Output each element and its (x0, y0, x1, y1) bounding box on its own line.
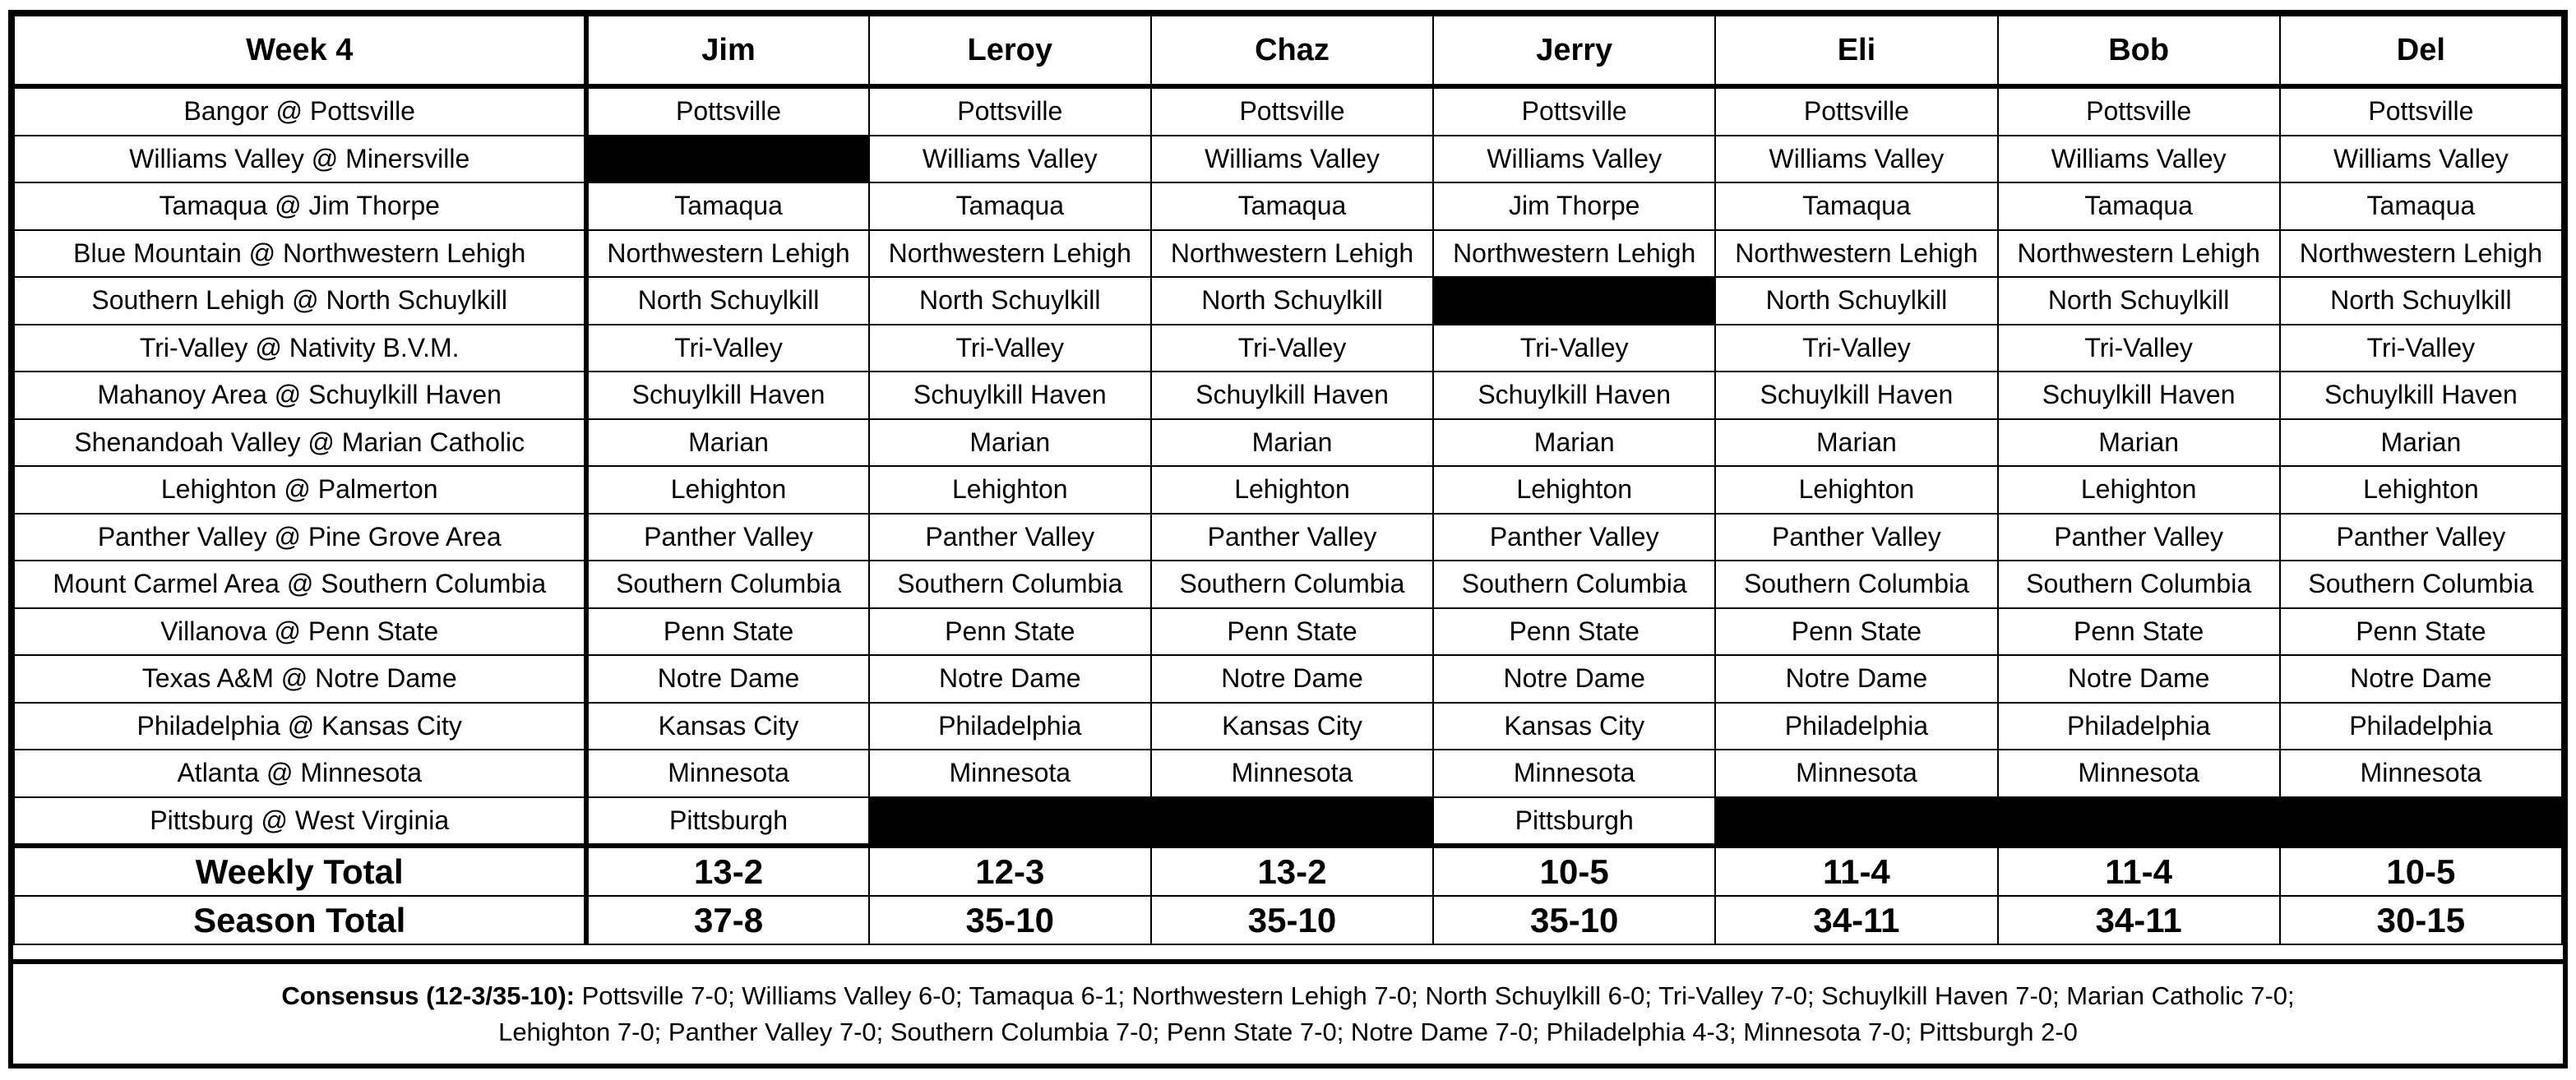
pick-cell: Panther Valley (869, 514, 1151, 561)
pick-cell: Panther Valley (586, 514, 868, 561)
matchup-cell: Williams Valley @ Minersville (14, 136, 586, 183)
pick-cell: Tamaqua (1998, 182, 2280, 230)
pick-cell: Penn State (1998, 608, 2280, 656)
matchup-cell: Pittsburg @ West Virginia (14, 797, 586, 847)
pick-cell: Williams Valley (1151, 136, 1433, 183)
consensus-text: Pottsville 7-0; Williams Valley 6-0; Tamaqua 6-1; Northwestern Lehigh 7-0; North Schuylkill 6-0; Tri-Valley 7-0; Schuylkill Haven 7-0; Marian Catholic 7-0; (581, 981, 2295, 1010)
pick-cell: Southern Columbia (1998, 561, 2280, 608)
pick-cell: Penn State (2280, 608, 2562, 656)
pick-cell: Kansas City (1151, 703, 1433, 750)
pick-cell: Lehighton (1998, 466, 2280, 514)
pick-cell: North Schuylkill (2280, 277, 2562, 325)
matchup-cell: Lehighton @ Palmerton (14, 466, 586, 514)
pick-cell: Marian (1433, 419, 1715, 467)
pick-cell: Penn State (869, 608, 1151, 656)
pick-cell: Penn State (1151, 608, 1433, 656)
pick-cell: Tri-Valley (869, 325, 1151, 372)
weekly-total-value: 12-3 (869, 846, 1151, 896)
pick-cell: Panther Valley (2280, 514, 2562, 561)
pick-cell: North Schuylkill (869, 277, 1151, 325)
pick-cell: Pottsville (2280, 86, 2562, 136)
pick-cell: North Schuylkill (1715, 277, 1997, 325)
pick-cell: Pottsville (1998, 86, 2280, 136)
pick-cell: Jim Thorpe (1433, 182, 1715, 230)
game-row (14, 466, 2562, 514)
picker-name: Leroy (869, 16, 1151, 86)
pick-cell: Northwestern Lehigh (1433, 230, 1715, 278)
matchup-cell: Blue Mountain @ Northwestern Lehigh (14, 230, 586, 278)
pick-cell: Northwestern Lehigh (1998, 230, 2280, 278)
picker-name: Eli (1715, 16, 1997, 86)
pick-cell: Williams Valley (869, 136, 1151, 183)
pick-cell: Panther Valley (1998, 514, 2280, 561)
consensus-label: Consensus (12-3/35-10): (281, 981, 575, 1010)
pick-cell: Marian (1715, 419, 1997, 467)
pick-cell: Notre Dame (869, 655, 1151, 703)
picker-name: Chaz (1151, 16, 1433, 86)
pick-cell: Schuylkill Haven (1715, 372, 1997, 419)
picks-table (13, 15, 2563, 945)
pick-cell: Minnesota (869, 750, 1151, 797)
pick-cell: Tri-Valley (586, 325, 868, 372)
pick-cell: Pottsville (1715, 86, 1997, 136)
season-total-value: 37-8 (586, 896, 868, 944)
pick-cell: Southern Columbia (586, 561, 868, 608)
no-pick-cell (869, 797, 1151, 847)
pick-cell: Northwestern Lehigh (1151, 230, 1433, 278)
matchup-cell: Tri-Valley @ Nativity B.V.M. (14, 325, 586, 372)
game-row (14, 655, 2562, 703)
game-row (14, 182, 2562, 230)
game-row (14, 703, 2562, 750)
pick-cell: Lehighton (586, 466, 868, 514)
picker-name: Jim (586, 16, 868, 86)
pick-cell: Lehighton (1715, 466, 1997, 514)
pick-cell: Lehighton (1151, 466, 1433, 514)
pick-cell: Minnesota (1151, 750, 1433, 797)
matchup-cell: Southern Lehigh @ North Schuylkill (14, 277, 586, 325)
season-total-value: 34-11 (1998, 896, 2280, 944)
pick-cell: Northwestern Lehigh (869, 230, 1151, 278)
pick-cell: Tri-Valley (1998, 325, 2280, 372)
week-label: Week 4 (14, 16, 586, 86)
pick-cell: Williams Valley (2280, 136, 2562, 183)
pick-cell: Tri-Valley (1151, 325, 1433, 372)
no-pick-cell (586, 136, 868, 183)
game-row (14, 750, 2562, 797)
game-row (14, 561, 2562, 608)
pick-cell: Northwestern Lehigh (1715, 230, 1997, 278)
game-row (14, 372, 2562, 419)
pick-cell: Panther Valley (1715, 514, 1997, 561)
pick-cell: Pottsville (869, 86, 1151, 136)
pick-cell: Northwestern Lehigh (586, 230, 868, 278)
pick-cell: Philadelphia (1998, 703, 2280, 750)
weekly-total-value: 11-4 (1715, 846, 1997, 896)
pick-cell: Tri-Valley (2280, 325, 2562, 372)
no-pick-cell (1998, 797, 2280, 847)
pick-cell: Kansas City (586, 703, 868, 750)
pick-cell: Lehighton (2280, 466, 2562, 514)
pick-cell: Northwestern Lehigh (2280, 230, 2562, 278)
pick-cell: Williams Valley (1998, 136, 2280, 183)
matchup-cell: Mount Carmel Area @ Southern Columbia (14, 561, 586, 608)
season-total-value: 34-11 (1715, 896, 1997, 944)
pick-cell: Notre Dame (1151, 655, 1433, 703)
pick-cell: Schuylkill Haven (586, 372, 868, 419)
pick-cell: Penn State (1433, 608, 1715, 656)
pick-cell: Marian (869, 419, 1151, 467)
game-row (14, 86, 2562, 136)
pick-cell: Tamaqua (1715, 182, 1997, 230)
picks-sheet (8, 10, 2568, 1068)
pick-cell: Southern Columbia (1151, 561, 1433, 608)
pick-cell: Philadelphia (869, 703, 1151, 750)
weekly-total-value: 13-2 (1151, 846, 1433, 896)
pick-cell: Southern Columbia (2280, 561, 2562, 608)
pick-cell: Notre Dame (1998, 655, 2280, 703)
season-total-value: 35-10 (1433, 896, 1715, 944)
pick-cell: Marian (1151, 419, 1433, 467)
matchup-cell: Villanova @ Penn State (14, 608, 586, 656)
weekly-total-value: 13-2 (586, 846, 868, 896)
pick-cell: Minnesota (2280, 750, 2562, 797)
weekly-total-row (14, 846, 2562, 896)
pick-cell: Pottsville (1433, 86, 1715, 136)
pick-cell: Minnesota (1433, 750, 1715, 797)
pick-cell: Schuylkill Haven (2280, 372, 2562, 419)
consensus-line-2: Lehighton 7-0; Panther Valley 7-0; Southern Columbia 7-0; Penn State 7-0; Notre Dame 7-0; Philadelphia 4-3; Minnesota 7-0; Pittsburgh 2-0 (498, 1017, 2078, 1046)
weekly-total-value: 10-5 (1433, 846, 1715, 896)
pick-cell: Tri-Valley (1715, 325, 1997, 372)
pick-cell: Pottsville (1151, 86, 1433, 136)
season-total-value: 30-15 (2280, 896, 2562, 944)
pick-cell: Notre Dame (1433, 655, 1715, 703)
matchup-cell: Philadelphia @ Kansas City (14, 703, 586, 750)
pick-cell: Schuylkill Haven (1151, 372, 1433, 419)
pick-cell: Panther Valley (1433, 514, 1715, 561)
pick-cell: Tamaqua (2280, 182, 2562, 230)
pick-cell: Marian (1998, 419, 2280, 467)
pick-cell: Minnesota (1998, 750, 2280, 797)
season-total-label: Season Total (14, 896, 586, 944)
no-pick-cell (1715, 797, 1997, 847)
matchup-cell: Tamaqua @ Jim Thorpe (14, 182, 586, 230)
pick-cell: North Schuylkill (586, 277, 868, 325)
pick-cell: Tamaqua (1151, 182, 1433, 230)
game-row (14, 277, 2562, 325)
matchup-cell: Mahanoy Area @ Schuylkill Haven (14, 372, 586, 419)
no-pick-cell (2280, 797, 2562, 847)
game-row (14, 797, 2562, 847)
picker-name: Del (2280, 16, 2562, 86)
pick-cell: Lehighton (1433, 466, 1715, 514)
pick-cell: Williams Valley (1715, 136, 1997, 183)
no-pick-cell (1151, 797, 1433, 847)
season-total-value: 35-10 (1151, 896, 1433, 944)
pick-cell: Schuylkill Haven (1433, 372, 1715, 419)
pick-cell: Schuylkill Haven (869, 372, 1151, 419)
pick-cell: Penn State (1715, 608, 1997, 656)
game-row (14, 230, 2562, 278)
game-row (14, 419, 2562, 467)
weekly-total-label: Weekly Total (14, 846, 586, 896)
pick-cell: Marian (586, 419, 868, 467)
pick-cell: Tamaqua (586, 182, 868, 230)
pick-cell: Notre Dame (2280, 655, 2562, 703)
no-pick-cell (1433, 277, 1715, 325)
pick-cell: North Schuylkill (1998, 277, 2280, 325)
game-row (14, 514, 2562, 561)
matchup-cell: Atlanta @ Minnesota (14, 750, 586, 797)
season-total-row (14, 896, 2562, 944)
pick-cell: Penn State (586, 608, 868, 656)
pick-cell: Marian (2280, 419, 2562, 467)
pick-cell: Notre Dame (586, 655, 868, 703)
pick-cell: Philadelphia (1715, 703, 1997, 750)
pick-cell: Schuylkill Haven (1998, 372, 2280, 419)
pick-cell: Pottsville (586, 86, 868, 136)
game-row (14, 608, 2562, 656)
weekly-total-value: 11-4 (1998, 846, 2280, 896)
pick-cell: North Schuylkill (1151, 277, 1433, 325)
pick-cell: Kansas City (1433, 703, 1715, 750)
pick-cell: Philadelphia (2280, 703, 2562, 750)
game-row (14, 136, 2562, 183)
consensus-line-1 (281, 978, 2294, 1014)
pick-cell: Tamaqua (869, 182, 1151, 230)
pick-cell: Minnesota (1715, 750, 1997, 797)
matchup-cell: Texas A&M @ Notre Dame (14, 655, 586, 703)
pick-cell: Minnesota (586, 750, 868, 797)
header-row (14, 16, 2562, 86)
game-row (14, 325, 2562, 372)
consensus-footer (13, 959, 2563, 1064)
matchup-cell: Shenandoah Valley @ Marian Catholic (14, 419, 586, 467)
pick-cell: Southern Columbia (1715, 561, 1997, 608)
pick-cell: Panther Valley (1151, 514, 1433, 561)
picker-name: Bob (1998, 16, 2280, 86)
picker-name: Jerry (1433, 16, 1715, 86)
matchup-cell: Bangor @ Pottsville (14, 86, 586, 136)
pick-cell: Notre Dame (1715, 655, 1997, 703)
pick-cell: Pittsburgh (1433, 797, 1715, 847)
weekly-total-value: 10-5 (2280, 846, 2562, 896)
pick-cell: Southern Columbia (1433, 561, 1715, 608)
pick-cell: Pittsburgh (586, 797, 868, 847)
pick-cell: Tri-Valley (1433, 325, 1715, 372)
matchup-cell: Panther Valley @ Pine Grove Area (14, 514, 586, 561)
pick-cell: Southern Columbia (869, 561, 1151, 608)
pick-cell: Williams Valley (1433, 136, 1715, 183)
pick-cell: Lehighton (869, 466, 1151, 514)
season-total-value: 35-10 (869, 896, 1151, 944)
